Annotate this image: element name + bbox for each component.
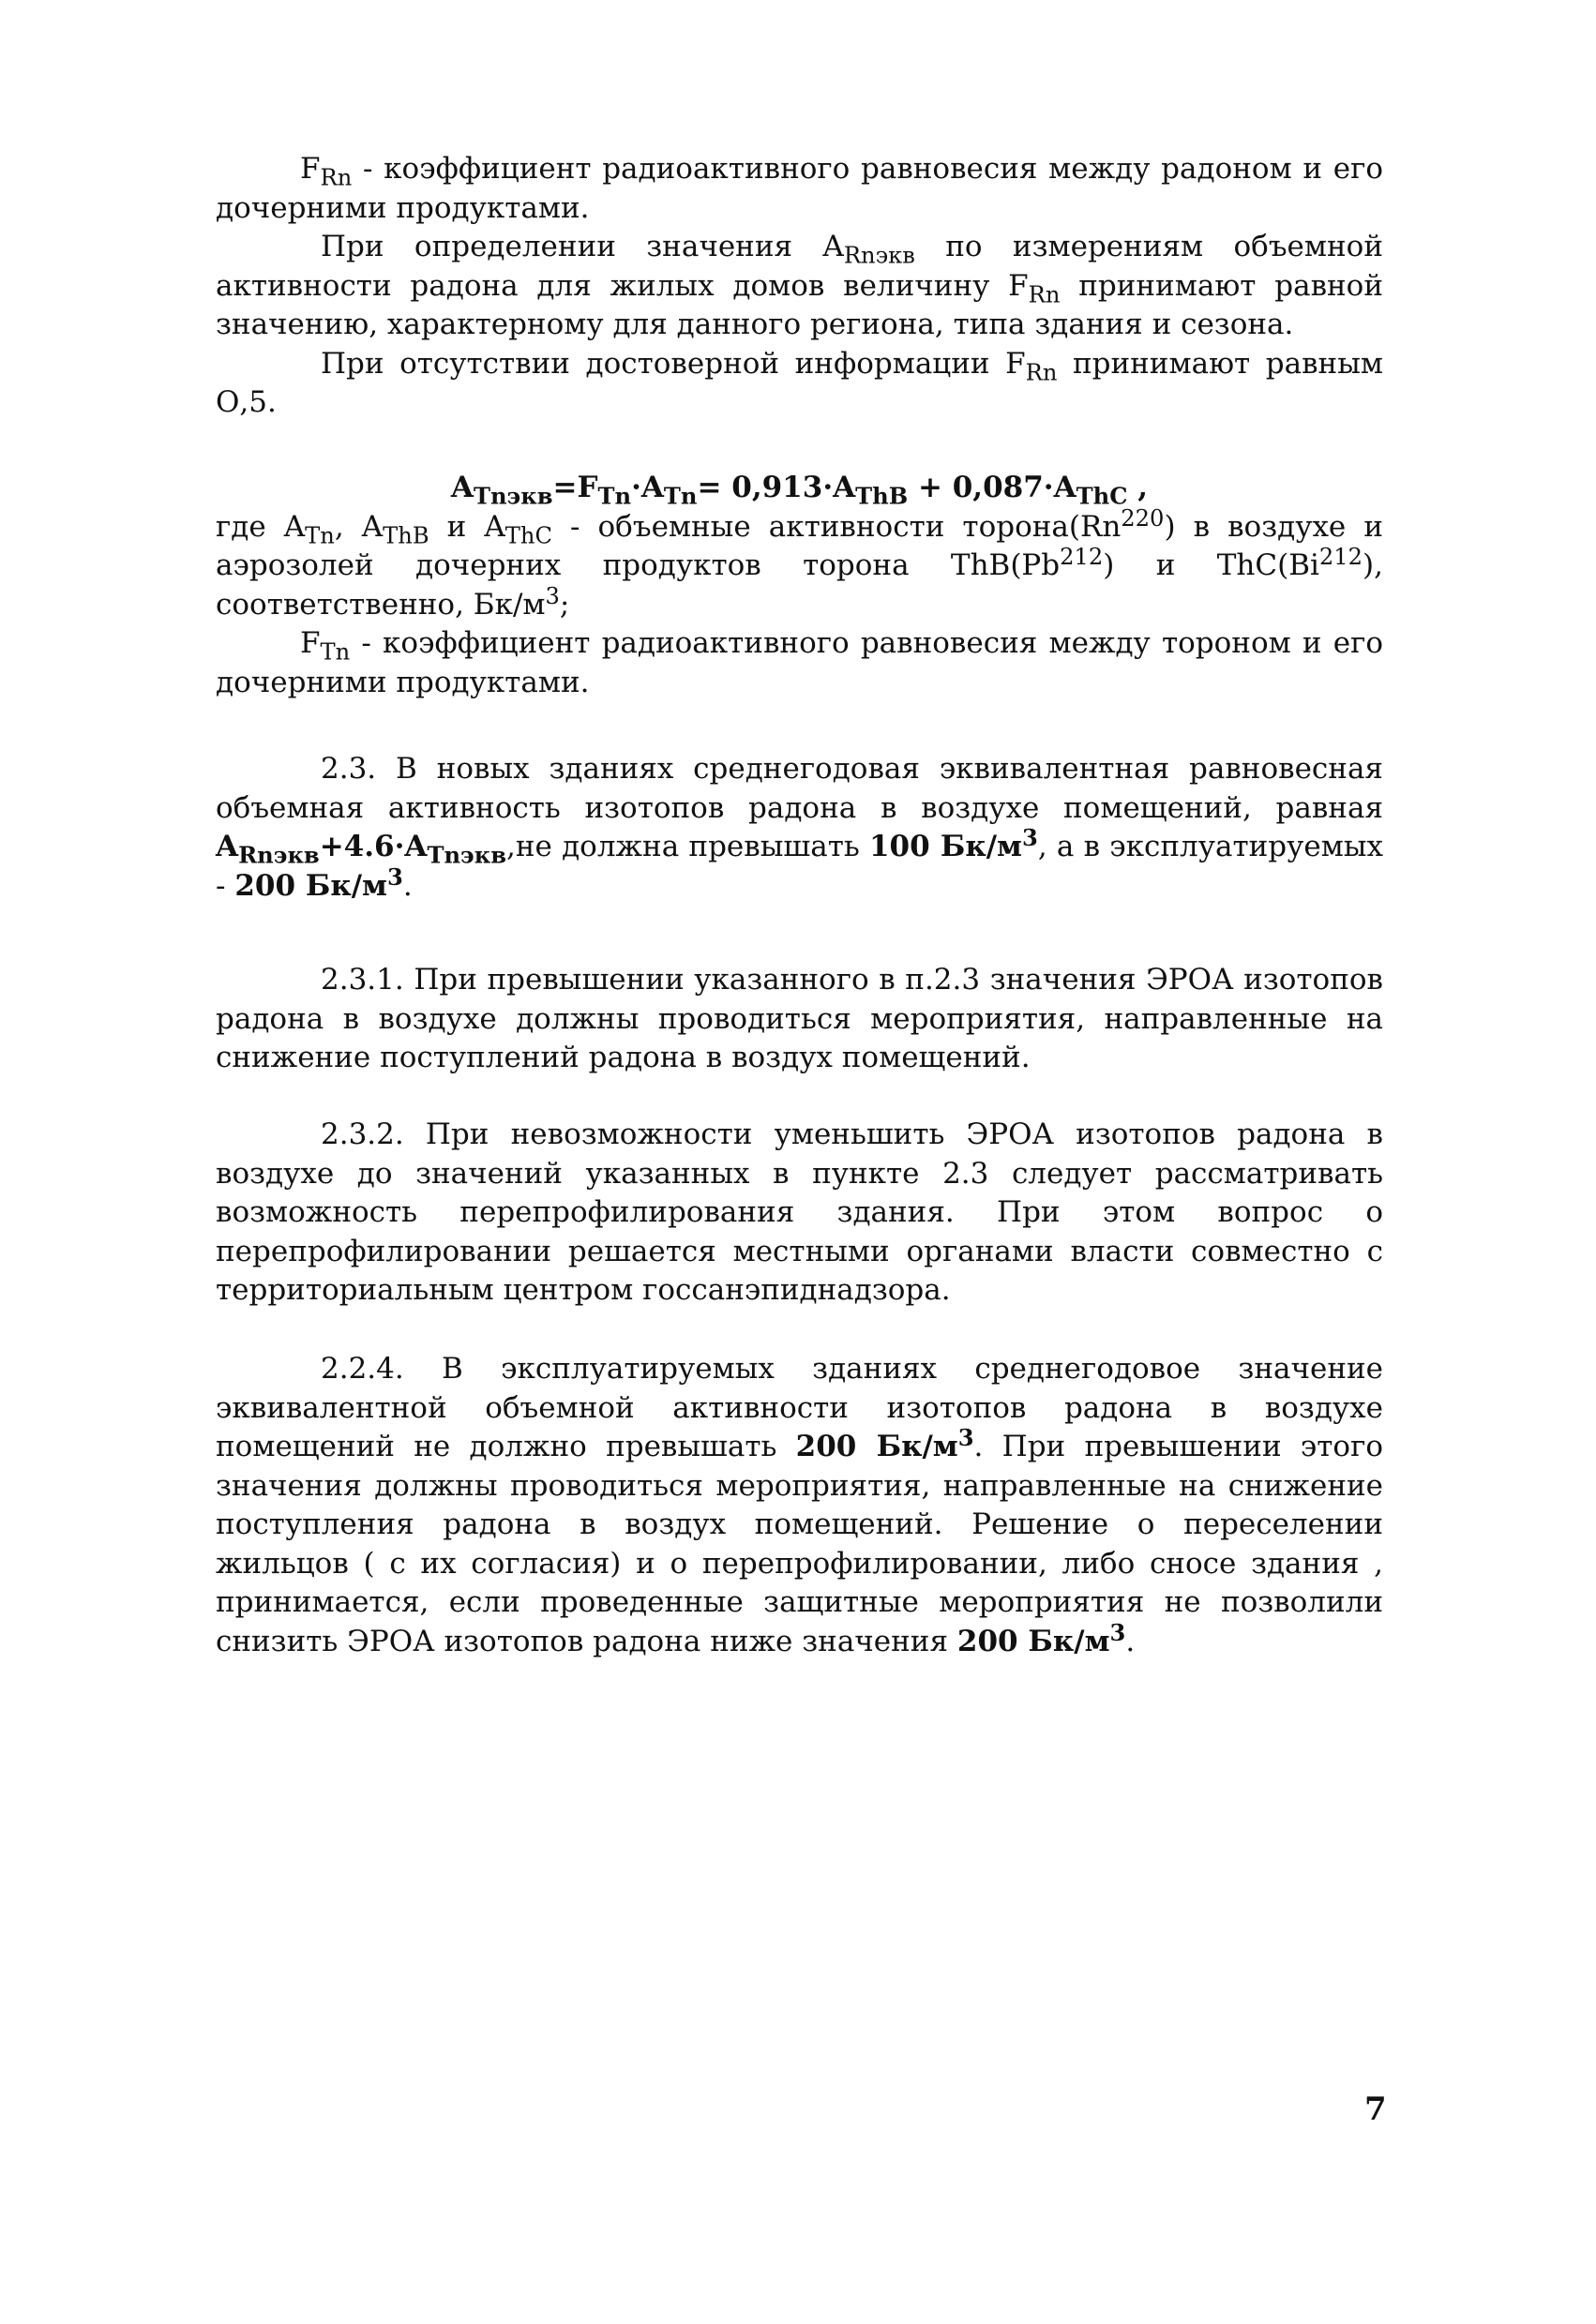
thoron-formula: $A_{Tnэкв}=F_{Tn}\cdot A_{Tn}= 0,913\cdot A_{ThB} + 0,087\cdot A_{ThC}$ , (450, 471, 1149, 510)
section-2-3-text: 2.3. В новых зданиях среднегодовая эквивалентная равновесная объемная активность изотопов радона в воздухе помещений, равная $A_{Rnэкв}+4.6\cdot A_{Tnэкв},не$ должна превышать 100 $Бк/м^3$, а в эксплуатируемых - 200 $Бк/м^3$. (216, 752, 1383, 903)
section-2-3-2-text: 2.3.2. При невозможности уменьшить ЭРОА изотопов радона в воздухе до значений указанных в пункте 2.3 следует рассматривать возможность перепрофилирования здания. При этом вопрос о перепрофилировании решается местными органами власти совместно с территориальным центром госсанэпиднадзора. (216, 1117, 1383, 1307)
section-2-3 (216, 750, 1383, 906)
block-thoron (216, 469, 1383, 702)
ftn-definition: $F_{Tn}$ - коэффициент радиоактивного равновесия между тороном и его дочерними продуктами. (216, 626, 1383, 699)
thoron-where: где $A_{Tn}$, $A_{ThB}$ и $A_{ThC}$ - объемные активности торона(Rn$^{220}$) в воздухе и аэрозолей дочерних продуктов торона ThB(Pb$^{212}$) и ThC(Bi$^{212}$), соответственно, $Бк/м^3$; (216, 504, 1383, 622)
block-frn (216, 150, 1383, 423)
section-2-3-1 (216, 961, 1383, 1078)
page-number: 7 (1364, 2091, 1387, 2128)
frn-default: При отсутствии достоверной информации $F_{Rn}$ принимают равным О,5. (216, 346, 1383, 419)
section-2-2-4-text: 2.2.4. В эксплуатируемых зданиях среднегодовое значение эквивалентной объемной активности изотопов радона в воздухе помещений не должно превышать 200 $Бк/м^3$. При превышении этого значения должны проводиться мероприятия, направленные на снижение поступления радона в воздух помещений. Решение о переселении жильцов ( с их согласия) и о перепрофилировании, либо сносе здания , принимается, если проведенные защитные мероприятия не позволили снизить ЭРОА изотопов радона ниже значения 200 $Бк/м^3$. (216, 1352, 1383, 1658)
section-2-2-4 (216, 1350, 1383, 1661)
frn-definition: $F_{Rn}$ - коэффициент радиоактивного равновесия между радоном и его дочерними продуктами. (216, 152, 1383, 225)
section-2-3-2 (216, 1116, 1383, 1311)
frn-determination: При определении значения $A_{Rnэкв}$ по измерениям объемной активности радона для жилых домов величину $F_{Rn}$ принимают равной значению, характерному для данного региона, типа здания и сезона. (216, 230, 1384, 341)
section-2-3-1-text: 2.3.1. При превышении указанного в п.2.3 значения ЭРОА изотопов радона в воздухе должны проводиться мероприятия, направленные на снижение поступлений радона в воздух помещений. (216, 963, 1383, 1074)
